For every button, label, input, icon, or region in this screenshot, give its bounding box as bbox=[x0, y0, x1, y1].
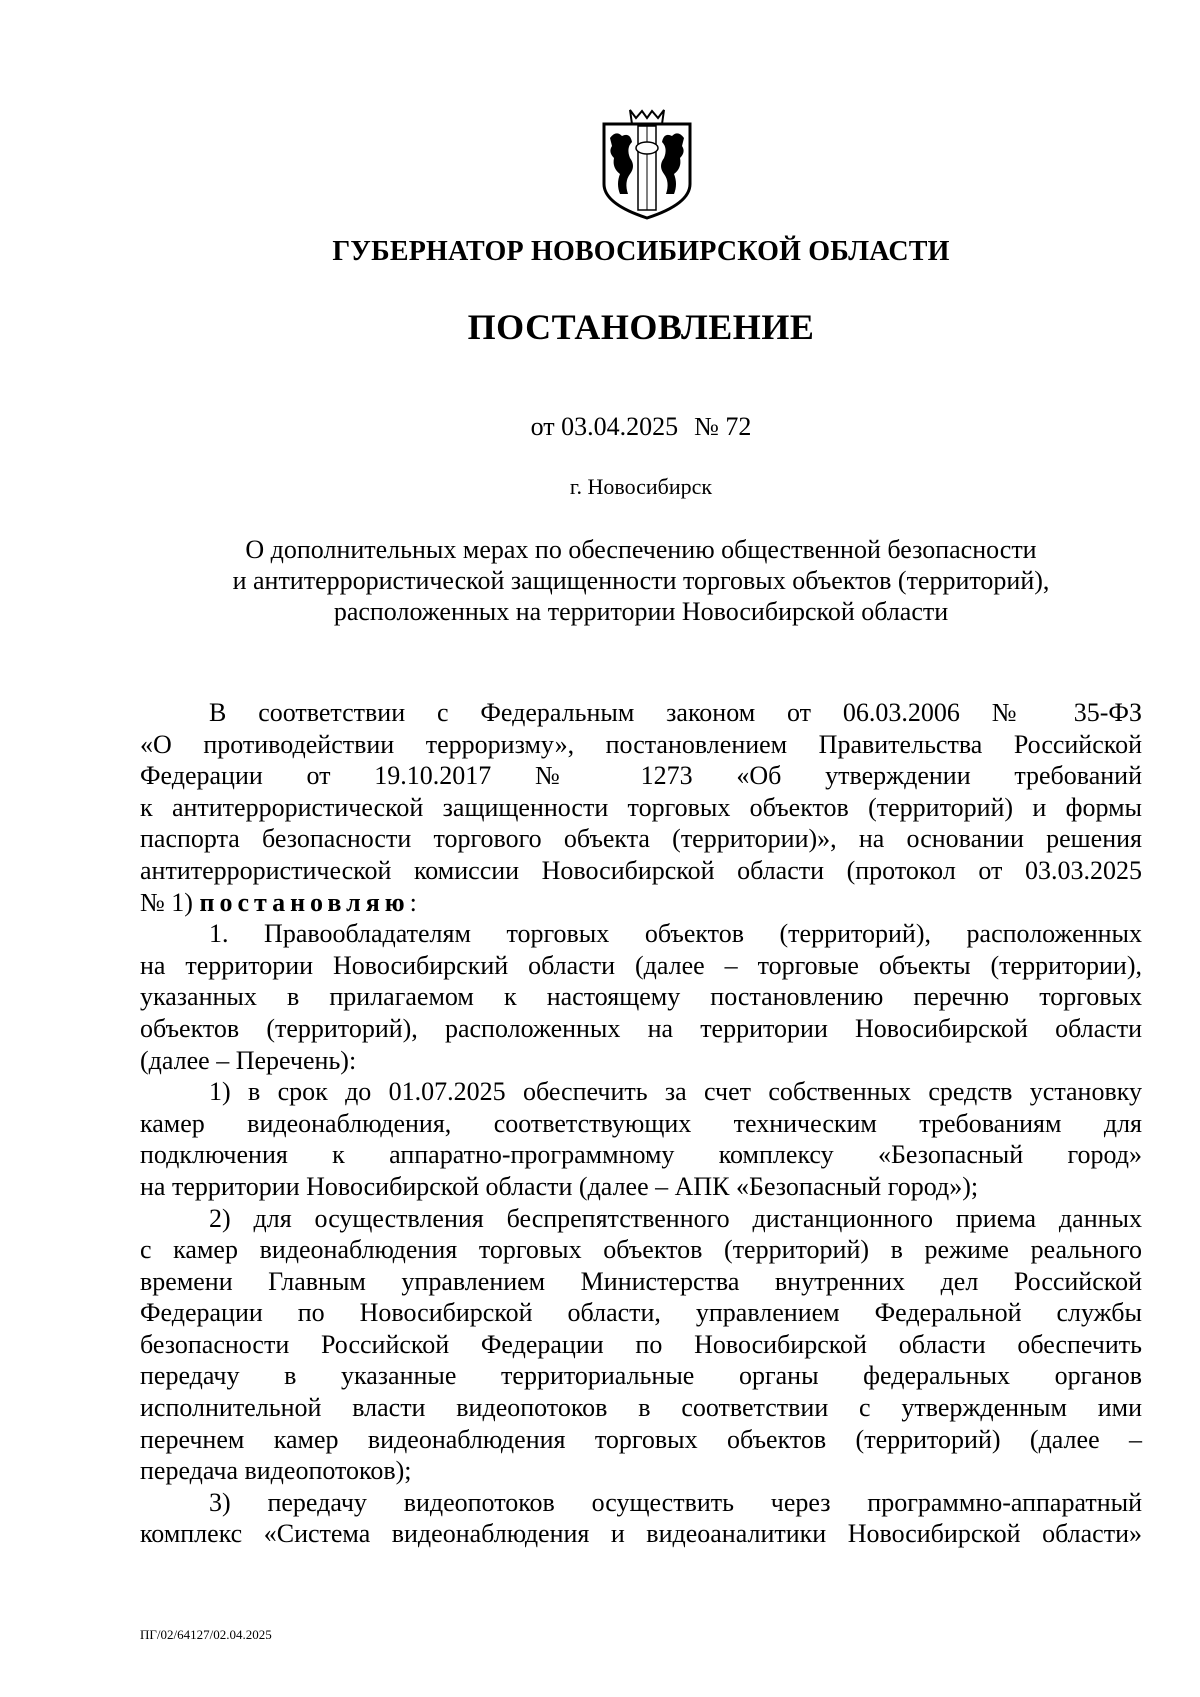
text-line: передача видеопотоков); bbox=[140, 1456, 412, 1486]
subitem-2-paragraph bbox=[140, 1203, 1142, 1487]
decree-word: постановляю bbox=[199, 887, 410, 917]
text-line: безопасности Российской Федерации по Новосибирской области обеспечить bbox=[140, 1329, 1142, 1359]
text-line: Федерации по Новосибирской области, управлением Федеральной службы bbox=[140, 1298, 1142, 1328]
title-line: О дополнительных мерах по обеспечению общественной безопасности bbox=[245, 535, 1037, 564]
text-line: перечнем камер видеонаблюдения торговых объектов (территорий) (далее – bbox=[140, 1424, 1142, 1454]
text-line: объектов (территорий), расположенных на территории Новосибирской области bbox=[140, 1013, 1142, 1043]
text-line: Федерации от 19.10.2017 № 1273 «Об утверждении требований bbox=[140, 761, 1142, 791]
protocol-number: № 1) bbox=[140, 887, 193, 917]
document-body bbox=[140, 697, 1142, 1550]
title-line: расположенных на территории Новосибирской области bbox=[333, 597, 949, 626]
item-1-paragraph bbox=[140, 918, 1142, 1076]
text-line: на территории Новосибирской области (далее – АПК «Безопасный город»); bbox=[140, 1171, 979, 1201]
subitem-1-paragraph bbox=[140, 1076, 1142, 1202]
document-type: ПОСТАНОВЛЕНИЕ bbox=[467, 307, 815, 347]
text-line: 3) передачу видеопотоков осуществить через программно-аппаратный bbox=[209, 1487, 1142, 1517]
document-date-line bbox=[140, 412, 1142, 442]
document-date: от 03.04.2025 bbox=[530, 412, 679, 441]
text-line: передачу в указанные территориальные органы федеральных органов bbox=[140, 1361, 1142, 1391]
text-line: комплекс «Система видеонаблюдения и видеоаналитики Новосибирской области» bbox=[140, 1519, 1142, 1549]
text-line: паспорта безопасности торгового объекта (территории)», на основании решения bbox=[140, 824, 1142, 854]
text-line bbox=[140, 887, 1142, 919]
text-line: к антитеррористической защищенности торговых объектов (территорий) и формы bbox=[140, 792, 1142, 822]
text-line: антитеррористической комиссии Новосибирской области (протокол от 03.03.2025 bbox=[140, 855, 1142, 885]
text-line: времени Главным управлением Министерства внутренних дел Российской bbox=[140, 1266, 1142, 1296]
text-line: 2) для осуществления беспрепятственного дистанционного приема данных bbox=[209, 1203, 1142, 1233]
subitem-3-paragraph bbox=[140, 1487, 1142, 1550]
document-title bbox=[140, 534, 1142, 627]
text-line: подключения к аппаратно-программному комплексу «Безопасный город» bbox=[140, 1140, 1142, 1170]
document-code: ПГ/02/64127/02.04.2025 bbox=[140, 1627, 272, 1642]
issuing-authority: ГУБЕРНАТОР НОВОСИБИРСКОЙ ОБЛАСТИ bbox=[332, 236, 950, 267]
preamble-paragraph bbox=[140, 697, 1142, 918]
text-line: «О противодействии терроризму», постановлением Правительства Российской bbox=[140, 729, 1142, 759]
document-city: г. Новосибирск bbox=[569, 474, 713, 499]
text-line: на территории Новосибирский области (далее – торговые объекты (территории), bbox=[140, 950, 1142, 980]
text-line: камер видеонаблюдения, соответствующих техническим требованиям для bbox=[140, 1108, 1142, 1138]
text-line: 1. Правообладателям торговых объектов (территорий), расположенных bbox=[209, 919, 1142, 949]
text-line: исполнительной власти видеопотоков в соответствии с утвержденным ими bbox=[140, 1393, 1142, 1423]
text-line: 1) в срок до 01.07.2025 обеспечить за счет собственных средств установку bbox=[209, 1077, 1142, 1107]
text-line: указанных в прилагаемом к настоящему постановлению перечню торговых bbox=[140, 982, 1142, 1012]
colon: : bbox=[409, 887, 417, 917]
title-line: и антитеррористической защищенности торговых объектов (территорий), bbox=[232, 566, 1050, 595]
coat-of-arms-emblem bbox=[600, 108, 694, 220]
text-line: В соответствии с Федеральным законом от 06.03.2006 № 35-ФЗ bbox=[209, 698, 1142, 727]
text-line: (далее – Перечень): bbox=[140, 1045, 357, 1075]
document-number: № 72 bbox=[694, 412, 752, 441]
text-line: с камер видеонаблюдения торговых объектов (территорий) в режиме реального bbox=[140, 1235, 1142, 1265]
